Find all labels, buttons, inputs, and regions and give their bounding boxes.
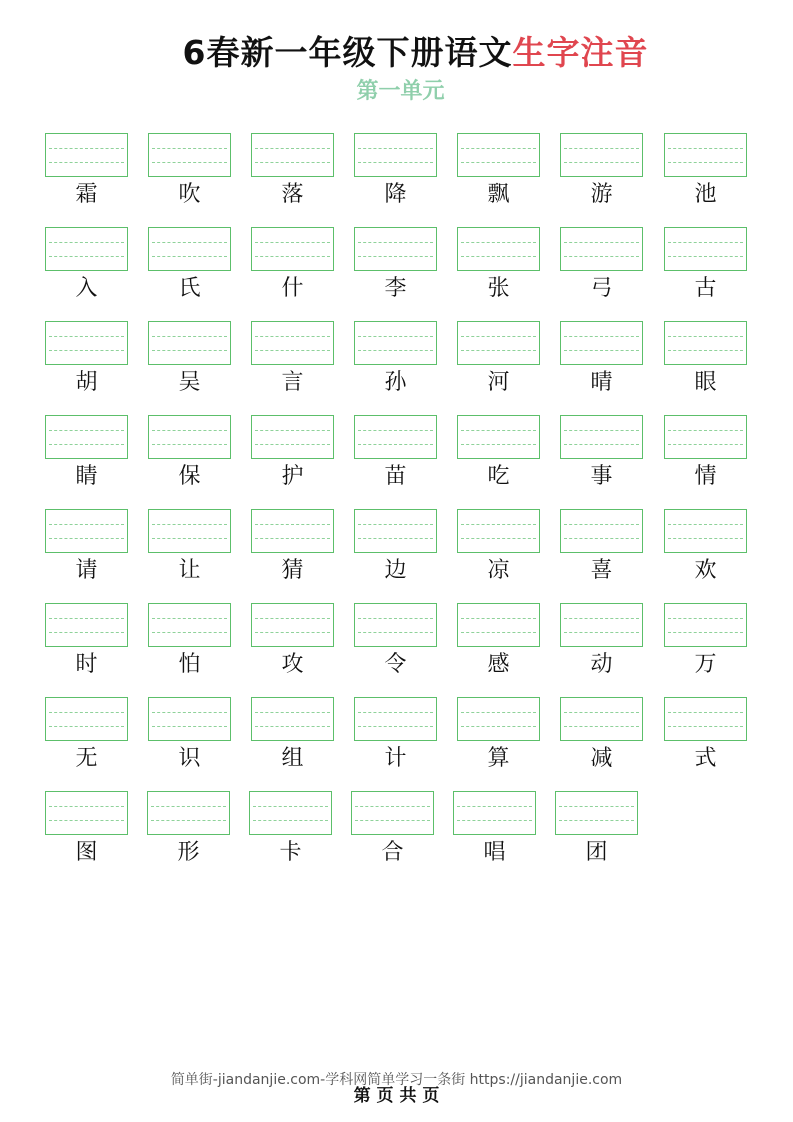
guide-line bbox=[668, 524, 743, 525]
chinese-character: 动 bbox=[590, 652, 613, 677]
character-cell bbox=[664, 509, 747, 586]
guide-line bbox=[461, 350, 536, 351]
character-cell bbox=[457, 227, 540, 304]
character-cell bbox=[457, 697, 540, 774]
guide-line bbox=[358, 256, 433, 257]
guide-line bbox=[151, 806, 226, 807]
pinyin-writing-box[interactable] bbox=[560, 415, 643, 459]
guide-line bbox=[668, 242, 743, 243]
guide-line bbox=[255, 444, 330, 445]
guide-line bbox=[255, 726, 330, 727]
guide-line bbox=[461, 430, 536, 431]
pinyin-writing-box[interactable] bbox=[148, 227, 231, 271]
chinese-character: 弓 bbox=[590, 276, 613, 301]
character-cell bbox=[457, 603, 540, 680]
chinese-character: 孙 bbox=[384, 370, 407, 395]
pinyin-writing-box[interactable] bbox=[148, 509, 231, 553]
character-cell bbox=[251, 415, 334, 492]
chinese-character: 河 bbox=[487, 370, 510, 395]
guide-line bbox=[358, 430, 433, 431]
pinyin-writing-box[interactable] bbox=[354, 509, 437, 553]
guide-line bbox=[49, 444, 124, 445]
guide-line bbox=[668, 350, 743, 351]
chinese-character: 唱 bbox=[483, 840, 506, 865]
character-cell bbox=[249, 791, 332, 868]
character-cell bbox=[664, 697, 747, 774]
unit-subtitle: 第一单元 bbox=[356, 79, 445, 104]
chinese-character: 张 bbox=[487, 276, 510, 301]
chinese-character: 吴 bbox=[178, 370, 201, 395]
guide-line bbox=[152, 148, 227, 149]
guide-line bbox=[49, 632, 124, 633]
guide-line bbox=[255, 350, 330, 351]
guide-line bbox=[461, 336, 536, 337]
guide-line bbox=[253, 820, 328, 821]
chinese-character: 晴 bbox=[590, 370, 613, 395]
guide-line bbox=[668, 618, 743, 619]
guide-line bbox=[668, 162, 743, 163]
character-cell bbox=[251, 697, 334, 774]
character-cell bbox=[45, 415, 128, 492]
pinyin-writing-box[interactable] bbox=[560, 321, 643, 365]
guide-line bbox=[668, 444, 743, 445]
pinyin-writing-box[interactable] bbox=[354, 321, 437, 365]
chinese-character: 感 bbox=[487, 652, 510, 677]
guide-line bbox=[255, 336, 330, 337]
guide-line bbox=[151, 820, 226, 821]
pinyin-writing-box[interactable] bbox=[45, 227, 128, 271]
chinese-character: 万 bbox=[694, 652, 717, 677]
character-cell bbox=[148, 603, 231, 680]
pinyin-writing-box[interactable] bbox=[251, 133, 334, 177]
character-cell bbox=[148, 509, 231, 586]
footer-source: 简单街-jiandanjie.com-学科网简单学习一条街 https://jiandanjie.com bbox=[170, 1072, 623, 1088]
character-cell bbox=[664, 321, 747, 398]
pinyin-writing-box[interactable] bbox=[560, 697, 643, 741]
pinyin-writing-box[interactable] bbox=[148, 697, 231, 741]
chinese-character: 组 bbox=[281, 746, 304, 771]
pinyin-writing-box[interactable] bbox=[555, 791, 638, 835]
guide-line bbox=[461, 162, 536, 163]
chinese-character: 计 bbox=[384, 746, 407, 771]
character-cell bbox=[147, 791, 230, 868]
character-cell bbox=[251, 509, 334, 586]
chinese-character: 喜 bbox=[590, 558, 613, 583]
character-cell bbox=[45, 603, 128, 680]
pinyin-writing-box[interactable] bbox=[664, 603, 747, 647]
chinese-character: 飘 bbox=[487, 182, 510, 207]
guide-line bbox=[461, 256, 536, 257]
pinyin-writing-box[interactable] bbox=[354, 603, 437, 647]
guide-line bbox=[564, 148, 639, 149]
character-cell bbox=[45, 697, 128, 774]
guide-line bbox=[152, 632, 227, 633]
pinyin-writing-box[interactable] bbox=[249, 791, 332, 835]
guide-line bbox=[255, 162, 330, 163]
character-cell bbox=[560, 509, 643, 586]
character-cell bbox=[457, 133, 540, 210]
guide-line bbox=[668, 256, 743, 257]
pinyin-writing-box[interactable] bbox=[354, 133, 437, 177]
pinyin-writing-box[interactable] bbox=[45, 603, 128, 647]
character-cell bbox=[560, 603, 643, 680]
guide-line bbox=[461, 618, 536, 619]
guide-line bbox=[559, 806, 634, 807]
guide-line bbox=[255, 256, 330, 257]
pinyin-writing-box[interactable] bbox=[354, 415, 437, 459]
guide-line bbox=[564, 726, 639, 727]
character-cell bbox=[251, 321, 334, 398]
chinese-character: 什 bbox=[281, 276, 304, 301]
character-cell bbox=[555, 791, 638, 868]
character-cell bbox=[560, 133, 643, 210]
guide-line bbox=[49, 350, 124, 351]
chinese-character: 古 bbox=[694, 276, 717, 301]
chinese-character: 形 bbox=[177, 840, 200, 865]
character-cell bbox=[560, 415, 643, 492]
pinyin-writing-box[interactable] bbox=[457, 227, 540, 271]
guide-line bbox=[564, 632, 639, 633]
page-number-label: 第 页 共 页 bbox=[353, 1086, 440, 1106]
guide-line bbox=[255, 712, 330, 713]
guide-line bbox=[253, 806, 328, 807]
chinese-character: 睛 bbox=[75, 464, 98, 489]
guide-line bbox=[49, 430, 124, 431]
chinese-character: 让 bbox=[178, 558, 201, 583]
guide-line bbox=[49, 712, 124, 713]
character-cell bbox=[560, 697, 643, 774]
guide-line bbox=[49, 256, 124, 257]
pinyin-writing-box[interactable] bbox=[560, 603, 643, 647]
chinese-character: 氏 bbox=[178, 276, 201, 301]
pinyin-writing-box[interactable] bbox=[457, 603, 540, 647]
pinyin-writing-box[interactable] bbox=[45, 791, 128, 835]
guide-line bbox=[668, 712, 743, 713]
guide-line bbox=[358, 242, 433, 243]
guide-line bbox=[152, 350, 227, 351]
pinyin-writing-box[interactable] bbox=[251, 509, 334, 553]
guide-line bbox=[564, 256, 639, 257]
guide-line bbox=[255, 632, 330, 633]
pinyin-writing-box[interactable] bbox=[664, 133, 747, 177]
guide-line bbox=[461, 148, 536, 149]
pinyin-writing-box[interactable] bbox=[251, 227, 334, 271]
chinese-character: 霜 bbox=[75, 182, 98, 207]
pinyin-writing-box[interactable] bbox=[453, 791, 536, 835]
pinyin-writing-box[interactable] bbox=[560, 227, 643, 271]
character-cell bbox=[45, 791, 128, 868]
guide-line bbox=[668, 148, 743, 149]
guide-line bbox=[49, 538, 124, 539]
pinyin-writing-box[interactable] bbox=[45, 415, 128, 459]
guide-line bbox=[358, 726, 433, 727]
guide-line bbox=[668, 726, 743, 727]
pinyin-writing-box[interactable] bbox=[664, 509, 747, 553]
character-cell bbox=[354, 697, 437, 774]
guide-line bbox=[564, 712, 639, 713]
character-cell bbox=[45, 509, 128, 586]
page-title-highlight: 生字注音 bbox=[512, 33, 649, 72]
chinese-character: 吹 bbox=[178, 182, 201, 207]
guide-line bbox=[358, 336, 433, 337]
pinyin-writing-box[interactable] bbox=[664, 227, 747, 271]
guide-line bbox=[152, 524, 227, 525]
pinyin-writing-box[interactable] bbox=[251, 603, 334, 647]
character-cell bbox=[354, 509, 437, 586]
chinese-character: 减 bbox=[590, 746, 613, 771]
character-cell bbox=[664, 227, 747, 304]
chinese-character: 图 bbox=[75, 840, 98, 865]
guide-line bbox=[152, 538, 227, 539]
guide-line bbox=[358, 632, 433, 633]
guide-line bbox=[564, 162, 639, 163]
chinese-character: 池 bbox=[694, 182, 717, 207]
pinyin-writing-box[interactable] bbox=[148, 321, 231, 365]
guide-line bbox=[152, 242, 227, 243]
guide-line bbox=[358, 712, 433, 713]
chinese-character: 眼 bbox=[694, 370, 717, 395]
guide-line bbox=[255, 430, 330, 431]
pinyin-writing-box[interactable] bbox=[45, 697, 128, 741]
guide-line bbox=[49, 162, 124, 163]
chinese-character: 事 bbox=[590, 464, 613, 489]
character-cell bbox=[664, 603, 747, 680]
chinese-character: 苗 bbox=[384, 464, 407, 489]
guide-line bbox=[255, 148, 330, 149]
guide-line bbox=[668, 538, 743, 539]
character-cell bbox=[45, 321, 128, 398]
character-cell bbox=[148, 321, 231, 398]
pinyin-writing-box[interactable] bbox=[148, 603, 231, 647]
guide-line bbox=[49, 820, 124, 821]
chinese-character: 吃 bbox=[487, 464, 510, 489]
guide-line bbox=[358, 538, 433, 539]
character-cell bbox=[251, 133, 334, 210]
pinyin-writing-box[interactable] bbox=[148, 133, 231, 177]
character-cell bbox=[148, 415, 231, 492]
pinyin-writing-box[interactable] bbox=[664, 415, 747, 459]
guide-line bbox=[559, 820, 634, 821]
pinyin-writing-box[interactable] bbox=[560, 509, 643, 553]
guide-line bbox=[355, 806, 430, 807]
character-cell bbox=[148, 227, 231, 304]
guide-line bbox=[358, 618, 433, 619]
character-cell bbox=[354, 321, 437, 398]
guide-line bbox=[461, 444, 536, 445]
pinyin-writing-box[interactable] bbox=[45, 321, 128, 365]
guide-line bbox=[668, 632, 743, 633]
guide-line bbox=[461, 712, 536, 713]
guide-line bbox=[564, 430, 639, 431]
pinyin-writing-box[interactable] bbox=[45, 509, 128, 553]
chinese-character: 入 bbox=[75, 276, 98, 301]
pinyin-writing-box[interactable] bbox=[457, 321, 540, 365]
chinese-character: 攻 bbox=[281, 652, 304, 677]
pinyin-writing-box[interactable] bbox=[45, 133, 128, 177]
guide-line bbox=[668, 336, 743, 337]
chinese-character: 李 bbox=[384, 276, 407, 301]
pinyin-writing-box[interactable] bbox=[148, 415, 231, 459]
pinyin-writing-box[interactable] bbox=[457, 133, 540, 177]
chinese-character: 怕 bbox=[178, 652, 201, 677]
pinyin-writing-box[interactable] bbox=[664, 697, 747, 741]
pinyin-writing-box[interactable] bbox=[351, 791, 434, 835]
pinyin-writing-box[interactable] bbox=[251, 697, 334, 741]
pinyin-writing-box[interactable] bbox=[147, 791, 230, 835]
chinese-character: 言 bbox=[281, 370, 304, 395]
guide-line bbox=[461, 538, 536, 539]
guide-line bbox=[358, 162, 433, 163]
guide-line bbox=[358, 524, 433, 525]
chinese-character: 卡 bbox=[279, 840, 302, 865]
chinese-character: 游 bbox=[590, 182, 613, 207]
guide-line bbox=[564, 524, 639, 525]
chinese-character: 识 bbox=[178, 746, 201, 771]
character-cell bbox=[148, 133, 231, 210]
chinese-character: 令 bbox=[384, 652, 407, 677]
character-cell bbox=[457, 415, 540, 492]
character-cell bbox=[45, 133, 128, 210]
guide-line bbox=[152, 162, 227, 163]
guide-line bbox=[461, 632, 536, 633]
guide-line bbox=[255, 538, 330, 539]
page-title-main: 6春新一年级下册语文 bbox=[182, 33, 513, 72]
guide-line bbox=[152, 726, 227, 727]
pinyin-writing-box[interactable] bbox=[354, 227, 437, 271]
guide-line bbox=[152, 430, 227, 431]
guide-line bbox=[152, 444, 227, 445]
guide-line bbox=[49, 726, 124, 727]
chinese-character: 护 bbox=[281, 464, 304, 489]
character-cell bbox=[351, 791, 434, 868]
chinese-character: 欢 bbox=[694, 558, 717, 583]
guide-line bbox=[358, 444, 433, 445]
guide-line bbox=[564, 444, 639, 445]
pinyin-writing-box[interactable] bbox=[251, 321, 334, 365]
guide-line bbox=[358, 148, 433, 149]
guide-line bbox=[457, 806, 532, 807]
chinese-character: 请 bbox=[75, 558, 98, 583]
character-cell bbox=[148, 697, 231, 774]
character-cell bbox=[354, 227, 437, 304]
guide-line bbox=[457, 820, 532, 821]
character-cell bbox=[457, 321, 540, 398]
chinese-character: 情 bbox=[694, 464, 717, 489]
pinyin-writing-box[interactable] bbox=[354, 697, 437, 741]
chinese-character: 时 bbox=[75, 652, 98, 677]
character-cell bbox=[251, 227, 334, 304]
character-cell bbox=[664, 415, 747, 492]
character-cell bbox=[453, 791, 536, 868]
character-cell bbox=[354, 415, 437, 492]
guide-line bbox=[49, 336, 124, 337]
chinese-character: 胡 bbox=[75, 370, 98, 395]
chinese-character: 无 bbox=[75, 746, 98, 771]
guide-line bbox=[461, 524, 536, 525]
chinese-character: 算 bbox=[487, 746, 510, 771]
chinese-character: 保 bbox=[178, 464, 201, 489]
chinese-character: 降 bbox=[384, 182, 407, 207]
guide-line bbox=[152, 618, 227, 619]
guide-line bbox=[564, 336, 639, 337]
character-cell bbox=[45, 227, 128, 304]
guide-line bbox=[49, 242, 124, 243]
chinese-character: 落 bbox=[281, 182, 304, 207]
guide-line bbox=[564, 242, 639, 243]
guide-line bbox=[461, 726, 536, 727]
guide-line bbox=[355, 820, 430, 821]
guide-line bbox=[564, 618, 639, 619]
guide-line bbox=[152, 712, 227, 713]
guide-line bbox=[49, 618, 124, 619]
guide-line bbox=[358, 350, 433, 351]
character-cell bbox=[354, 133, 437, 210]
guide-line bbox=[564, 350, 639, 351]
character-cell bbox=[354, 603, 437, 680]
character-cell bbox=[664, 133, 747, 210]
guide-line bbox=[49, 806, 124, 807]
chinese-character: 凉 bbox=[487, 558, 510, 583]
guide-line bbox=[255, 524, 330, 525]
guide-line bbox=[564, 538, 639, 539]
guide-line bbox=[49, 524, 124, 525]
character-cell bbox=[251, 603, 334, 680]
character-cell bbox=[457, 509, 540, 586]
pinyin-writing-box[interactable] bbox=[560, 133, 643, 177]
guide-line bbox=[49, 148, 124, 149]
pinyin-writing-box[interactable] bbox=[251, 415, 334, 459]
guide-line bbox=[152, 336, 227, 337]
chinese-character: 合 bbox=[381, 840, 404, 865]
pinyin-writing-box[interactable] bbox=[457, 509, 540, 553]
chinese-character: 式 bbox=[694, 746, 717, 771]
pinyin-writing-box[interactable] bbox=[457, 415, 540, 459]
guide-line bbox=[152, 256, 227, 257]
guide-line bbox=[461, 242, 536, 243]
pinyin-writing-box[interactable] bbox=[457, 697, 540, 741]
chinese-character: 猜 bbox=[281, 558, 304, 583]
character-cell bbox=[560, 227, 643, 304]
guide-line bbox=[255, 242, 330, 243]
pinyin-writing-box[interactable] bbox=[664, 321, 747, 365]
chinese-character: 边 bbox=[384, 558, 407, 583]
character-cell bbox=[560, 321, 643, 398]
guide-line bbox=[668, 430, 743, 431]
chinese-character: 团 bbox=[585, 840, 608, 865]
guide-line bbox=[255, 618, 330, 619]
